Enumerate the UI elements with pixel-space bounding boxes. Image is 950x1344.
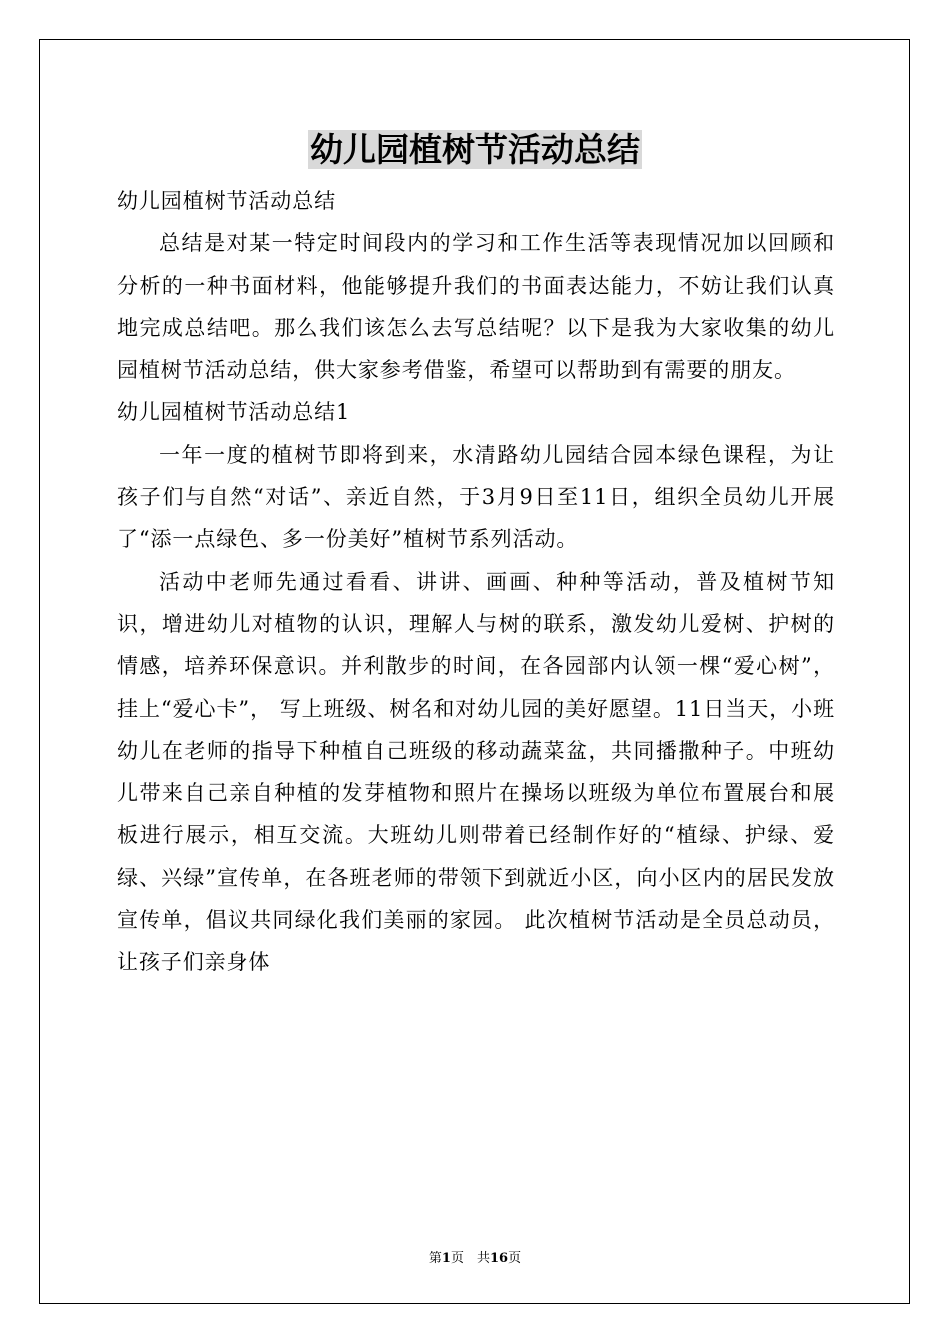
subtitle-paragraph: 幼儿园植树节活动总结 [117, 189, 336, 213]
footer-current-page: 1 [441, 1251, 451, 1266]
footer-page-mid: 页 共 [450, 1251, 490, 1266]
page-footer [0, 1250, 950, 1268]
document-title [0, 128, 950, 172]
footer-page-prefix: 第 [428, 1251, 442, 1266]
body-paragraph: 活动中老师先通过看看、讲讲、画画、种种等活动，普及植树节知识，增进幼儿对植物的认识，理解人与树的联系，激发幼儿爱树、护树的情感，培养环保意识。并利散步的时间，在各园部内认领一棵“爱心树”，挂上“爱心卡”， 写上班级、树名和对幼儿园的美好愿望。11日当天，小班幼儿在老师的指导下种植自己班级的移动蔬菜盆，共同播撒种子。中班幼儿带来自己亲自种植的发芽植物和照片在操场以班级为单位布置展台和展板进行展示，相互交流。大班幼儿则带着已经制作好的“植绿、护绿、爱绿、兴绿”宣传单，在各班老师的带领下到就近小区，向小区内的居民发放宣传单，倡议共同绿化我们美丽的家园。 此次植树节活动是全员总动员，让孩子们亲身体 [117, 569, 835, 975]
intro-paragraph: 总结是对某一特定时间段内的学习和工作生活等表现情况加以回顾和分析的一种书面材料，他能够提升我们的书面表达能力，不妨让我们认真地完成总结吧。那么我们该怎么去写总结呢？以下是我为大家收集的幼儿园植树节活动总结，供大家参考借鉴，希望可以帮助到有需要的朋友。 [117, 231, 835, 383]
document-body [117, 180, 835, 984]
footer-page-suffix: 页 [508, 1251, 522, 1266]
document-title-text: 幼儿园植树节活动总结 [310, 130, 640, 169]
body-paragraph: 一年一度的植树节即将到来，水清路幼儿园结合园本绿色课程，为让孩子们与自然“对话”、亲近自然，于3月9日至11日，组织全员幼儿开展了“添一点绿色、多一份美好”植树节系列活动。 [117, 442, 835, 552]
footer-total-pages: 16 [489, 1251, 509, 1266]
section-heading: 幼儿园植树节活动总结1 [117, 400, 351, 425]
